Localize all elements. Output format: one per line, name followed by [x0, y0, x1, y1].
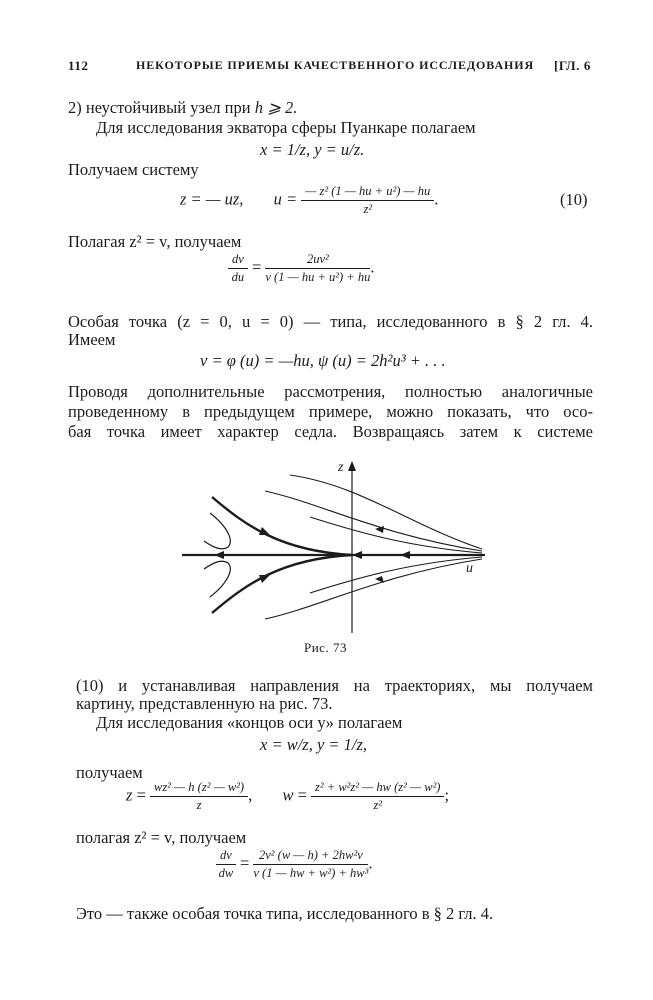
equation-dv-du-lhs-den: du: [231, 270, 245, 284]
trajectory-upper-1: [265, 491, 482, 551]
paragraph-4-line-2: Имеем: [68, 330, 116, 349]
trajectory-lower-1: [265, 559, 482, 619]
u-axis-arrow-right: [400, 551, 410, 559]
paragraph-6-line-1: (10) и устанавливая направления на траекториях, мы получаем: [76, 676, 593, 695]
page-number: 112: [68, 58, 89, 73]
separatrix-lower: [212, 555, 352, 613]
trajectory-left-lower: [204, 561, 230, 597]
paragraph-7: Для исследования «концов оси y» полагаем: [96, 713, 403, 732]
paragraph-5-line-1: Проводя дополнительные рассмотрения, полностью аналогичные: [68, 382, 593, 401]
equation-z-denominator: z: [196, 798, 202, 812]
trajectory-upper-3: [310, 517, 482, 553]
origin-arrow: [352, 551, 362, 559]
paragraph-10: Это — также особая точка типа, исследованного в § 2 гл. 4.: [76, 904, 494, 923]
paragraph-5-line-3: бая точка имеет характер седла. Возвращаясь затем к системе: [68, 422, 593, 441]
equation-w-fraction: [311, 780, 444, 813]
equation-dv-dw-lhs-den: dw: [218, 866, 234, 880]
z-axis-arrow: [348, 461, 356, 471]
equation-dv-dw-rhs: [253, 848, 368, 881]
paragraph-3: Полагая z² = v, получаем: [68, 232, 242, 251]
item-2-math: h ⩾ 2.: [254, 98, 298, 117]
equation-dv-du-rhs: [265, 252, 370, 285]
equation-dv-du: $\frac{dv}{du}$ = $\frac{\text{2uv²}}{\text{v (1 — hu + u²) + hu}}$ .: [228, 252, 374, 285]
equation-10-u: u =: [273, 189, 302, 209]
z-axis-label: z: [338, 460, 344, 475]
item-2: [68, 98, 297, 118]
equation-dv-dw-numerator: 2v² (w — h) + 2hw²v: [253, 848, 368, 865]
paragraph-6-line-2: картину, представленную на рис. 73.: [76, 694, 333, 713]
equation-substitution-2: x = w/z, y = 1/z,: [260, 735, 368, 754]
equation-w-denominator: z²: [373, 798, 383, 812]
trajectory-lower-2: [310, 557, 482, 593]
equation-dv-du-lhs: [228, 252, 248, 285]
running-title: НЕКОТОРЫЕ ПРИЕМЫ КАЧЕСТВЕННОГО ИССЛЕДОВАНИЯ: [136, 58, 535, 72]
equation-10-fraction: [301, 184, 434, 217]
equation-dv-dw-lhs: [216, 848, 236, 881]
paragraph-8: получаем: [76, 763, 143, 782]
equation-z-lhs: z: [126, 785, 133, 805]
equation-dv-dw-lhs-num: dv: [216, 848, 236, 865]
paragraph-4-line-1: Особая точка (z = 0, u = 0) — типа, исследованного в § 2 гл. 4.: [68, 312, 593, 331]
equation-w-numerator: z² + w²z² — hw (z² — w²): [311, 780, 444, 797]
equation-dv-du-numerator: 2uv²: [265, 252, 370, 269]
equation-substitution-1: x = 1/z, y = u/z.: [260, 140, 365, 159]
figure-73-phase-portrait: [170, 455, 500, 640]
equation-z-numerator: wz² — h (z² — w²): [150, 780, 248, 797]
chapter-marker: [ГЛ. 6: [554, 58, 591, 73]
equation-10-numerator: — z² (1 — hu + u²) — hu: [301, 184, 434, 201]
equation-w-lhs: w: [282, 785, 294, 805]
separatrix-upper-arrow: [259, 527, 270, 535]
paragraph-1: Для исследования экватора сферы Пуанкаре полагаем: [96, 118, 476, 137]
equation-10-label: (10): [560, 190, 588, 209]
equation-dv-dw-denominator: v (1 — hw + w²) + hw³: [253, 866, 369, 880]
separatrix-upper: [212, 497, 352, 555]
paragraph-2: Получаем систему: [68, 160, 199, 179]
equation-phi-psi: v = φ (u) = —hu, ψ (u) = 2h²u³ + . . .: [200, 351, 446, 370]
equation-dv-dw: $\frac{dv}{dw}$ = $\frac{\text{2v² (w — h) + 2hw²v}}{\text{v (1 — hw + w²) + hw³}}$ .: [216, 848, 373, 881]
equation-10-z: z = — uz,: [180, 189, 244, 209]
trajectory-lower-arrow: [375, 576, 384, 583]
equation-dv-du-denominator: v (1 — hu + u²) + hu: [265, 270, 371, 284]
equation-10-denominator: z²: [363, 202, 373, 216]
equation-10: z = — uz, u = $\frac{\text{— z² (1 — hu + u²) — hu}}{\text{z²}}$ .: [180, 184, 439, 216]
equation-z-fraction: [150, 780, 248, 813]
figure-caption: Рис. 73: [304, 640, 347, 655]
u-axis-label: u: [466, 561, 473, 576]
trajectory-left-upper: [204, 513, 230, 549]
paragraph-5-line-2: проведенному в предыдущем примере, можно показать, что осо-: [68, 402, 593, 421]
separatrix-lower-arrow: [259, 575, 270, 583]
u-axis-arrow-left: [214, 551, 224, 559]
paragraph-9: полагая z² = v, получаем: [76, 828, 247, 847]
equation-dv-du-lhs-num: dv: [228, 252, 248, 269]
equation-z-w: z = $\frac{\text{wz² — h (z² — w²)}}{z}$ , w = $\frac{\text{z² + w²z² — hw (z² — w²)}}{\text{z²}}$ ;: [126, 780, 450, 812]
item-2-text: 2) неустойчивый узел при: [68, 98, 255, 117]
